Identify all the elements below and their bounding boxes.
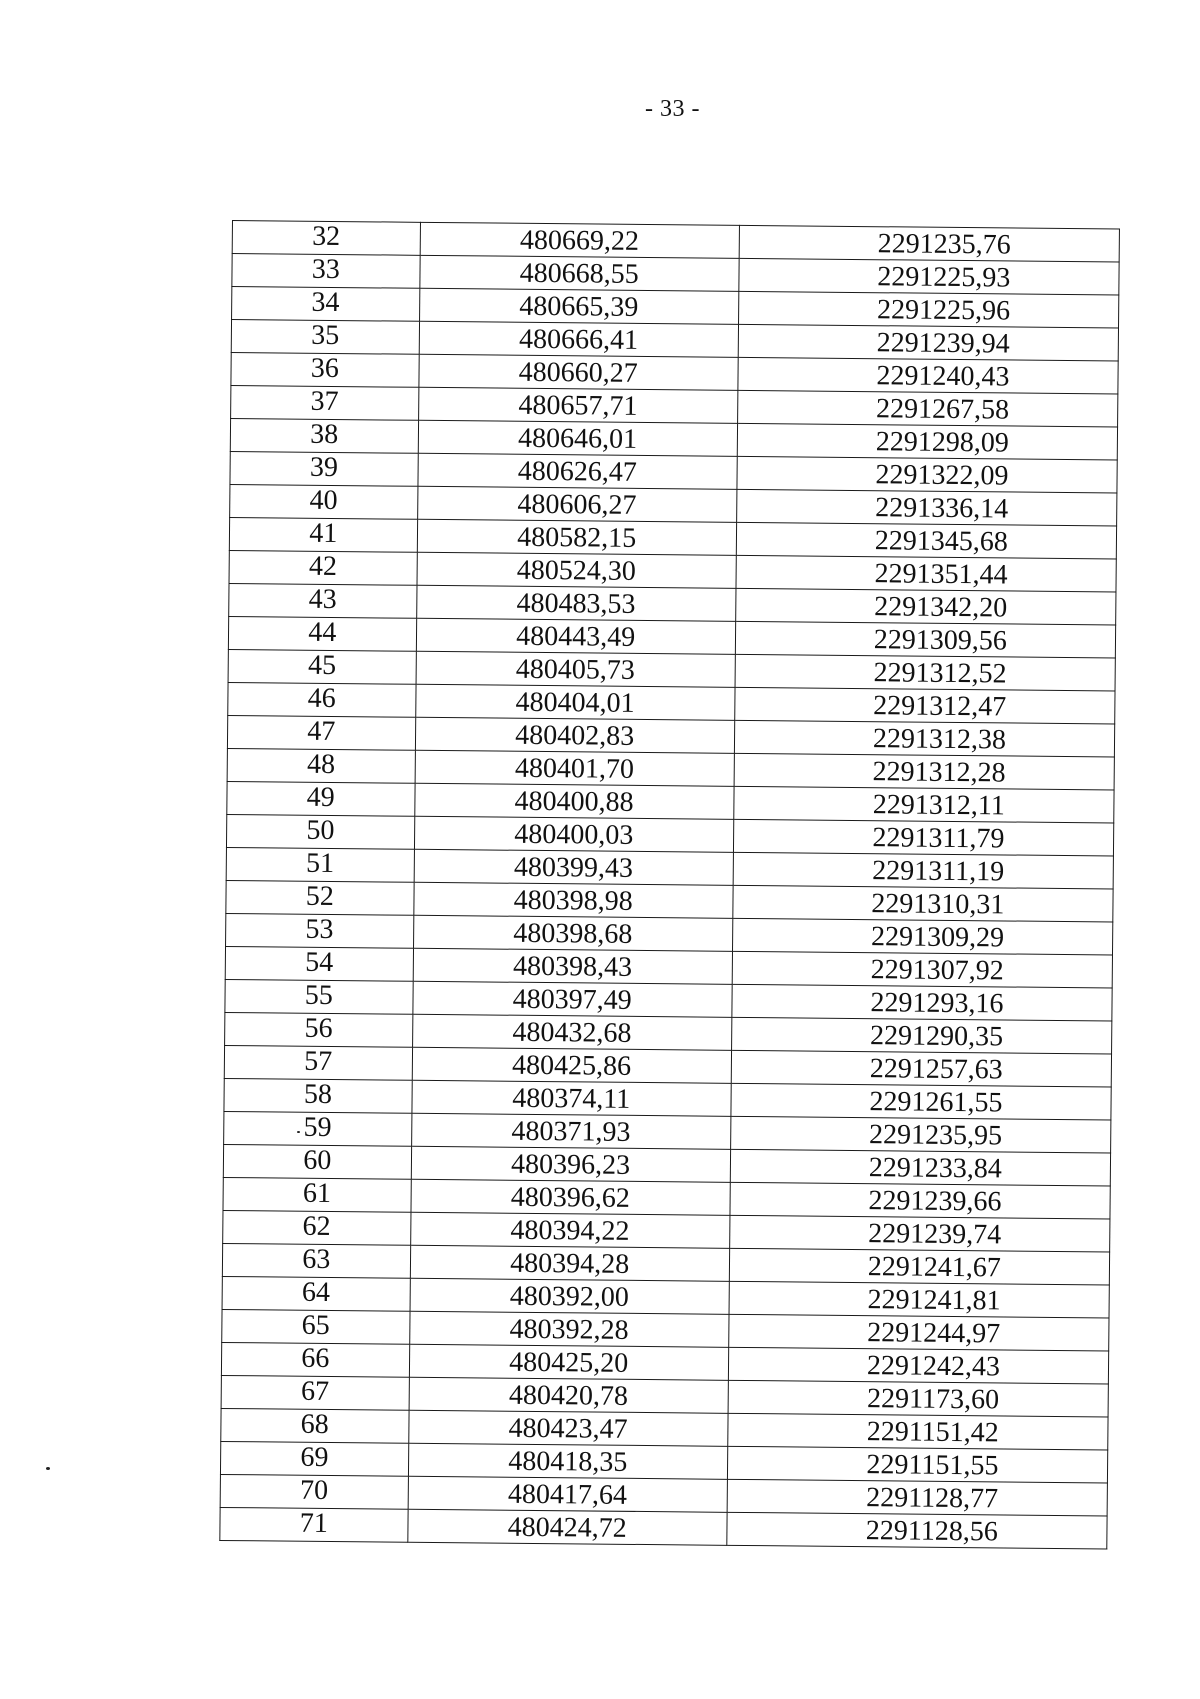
y-coordinate-cell: 2291233,84 [730, 1149, 1111, 1186]
x-coordinate-cell: 480400,88 [414, 783, 733, 819]
x-coordinate-cell: 480402,83 [415, 717, 734, 753]
y-coordinate-cell: 2291235,95 [730, 1116, 1111, 1153]
y-coordinate-cell: 2291225,96 [738, 291, 1119, 328]
x-coordinate-cell: 480668,55 [419, 255, 738, 291]
x-coordinate-cell: 480626,47 [418, 453, 737, 489]
x-coordinate-cell: 480483,53 [416, 585, 735, 621]
point-number-cell: 45 [228, 649, 416, 684]
y-coordinate-cell: 2291309,29 [732, 918, 1113, 955]
y-coordinate-cell: 2291239,74 [729, 1215, 1110, 1252]
x-coordinate-cell: 480394,22 [410, 1212, 729, 1248]
coordinates-table [219, 220, 1120, 1549]
x-coordinate-cell: 480420,78 [409, 1377, 728, 1413]
y-coordinate-cell: 2291128,56 [727, 1512, 1108, 1549]
y-coordinate-cell: 2291351,44 [736, 555, 1117, 592]
point-number-cell: 68 [221, 1408, 409, 1443]
point-number-cell: 36 [231, 352, 419, 387]
point-number-cell: 67 [221, 1375, 409, 1410]
point-number-cell: 52 [226, 880, 414, 915]
x-coordinate-cell: 480392,28 [409, 1311, 728, 1347]
x-coordinate-cell: 480371,93 [411, 1113, 730, 1149]
y-coordinate-cell: 2291241,67 [729, 1248, 1110, 1285]
point-number-cell: 70 [220, 1474, 408, 1509]
point-number-cell: 59 [224, 1111, 412, 1146]
point-number-cell: 44 [228, 616, 416, 651]
point-number-cell: 50 [226, 814, 414, 849]
x-coordinate-cell: 480400,03 [414, 816, 733, 852]
point-number-cell: 51 [226, 847, 414, 882]
x-coordinate-cell: 480398,43 [413, 948, 732, 984]
y-coordinate-cell: 2291298,09 [737, 423, 1118, 460]
y-coordinate-cell: 2291309,56 [735, 621, 1116, 658]
x-coordinate-cell: 480401,70 [415, 750, 734, 786]
y-coordinate-cell: 2291239,66 [730, 1182, 1111, 1219]
point-number-cell: 49 [227, 781, 415, 816]
x-coordinate-cell: 480417,64 [408, 1476, 727, 1512]
y-coordinate-cell: 2291336,14 [736, 489, 1117, 526]
x-coordinate-cell: 480396,62 [411, 1179, 730, 1215]
point-number-cell: 40 [230, 484, 418, 519]
scan-speck [46, 1467, 50, 1470]
point-number-cell: 60 [223, 1144, 411, 1179]
x-coordinate-cell: 480646,01 [418, 420, 737, 456]
x-coordinate-cell: 480425,86 [412, 1047, 731, 1083]
point-number-cell: 34 [232, 287, 420, 322]
y-coordinate-cell: 2291312,11 [734, 786, 1115, 823]
point-number-cell: 42 [229, 550, 417, 585]
x-coordinate-cell: 480424,72 [407, 1509, 726, 1545]
x-coordinate-cell: 480432,68 [412, 1014, 731, 1050]
y-coordinate-cell: 2291342,20 [735, 588, 1116, 625]
point-number-cell: 33 [232, 254, 420, 289]
point-number-cell: 63 [222, 1243, 410, 1278]
y-coordinate-cell: 2291267,58 [737, 390, 1118, 427]
point-number-cell: 71 [220, 1507, 408, 1542]
x-coordinate-cell: 480665,39 [419, 288, 738, 324]
y-coordinate-cell: 2291310,31 [733, 885, 1114, 922]
point-number-cell: 41 [229, 517, 417, 552]
x-coordinate-cell: 480397,49 [412, 981, 731, 1017]
x-coordinate-cell: 480582,15 [417, 519, 736, 555]
x-coordinate-cell: 480666,41 [419, 321, 738, 357]
y-coordinate-cell: 2291151,42 [728, 1413, 1109, 1450]
point-number-cell: 69 [220, 1441, 408, 1476]
point-number-cell: 62 [223, 1210, 411, 1245]
y-coordinate-cell: 2291311,19 [733, 852, 1114, 889]
page-number: - 33 - [645, 96, 700, 122]
x-coordinate-cell: 480524,30 [417, 552, 736, 588]
point-number-cell: 43 [229, 583, 417, 618]
point-number-cell: 38 [230, 418, 418, 453]
point-number-cell: 64 [222, 1276, 410, 1311]
x-coordinate-cell: 480425,20 [409, 1344, 728, 1380]
y-coordinate-cell: 2291322,09 [737, 456, 1118, 493]
x-coordinate-cell: 480404,01 [415, 684, 734, 720]
y-coordinate-cell: 2291312,52 [735, 654, 1116, 691]
y-coordinate-cell: 2291225,93 [739, 258, 1120, 295]
y-coordinate-cell: 2291312,47 [735, 687, 1116, 724]
x-coordinate-cell: 480392,00 [410, 1278, 729, 1314]
point-number-cell: 35 [231, 320, 419, 355]
point-number-cell: 48 [227, 748, 415, 783]
point-number-cell: 46 [228, 682, 416, 717]
y-coordinate-cell: 2291241,81 [729, 1281, 1110, 1318]
x-coordinate-cell: 480374,11 [412, 1080, 731, 1116]
y-coordinate-cell: 2291290,35 [731, 1017, 1112, 1054]
point-number-cell: 57 [224, 1045, 412, 1080]
point-number-cell: 32 [232, 221, 420, 256]
point-number-cell: 55 [225, 979, 413, 1014]
x-coordinate-cell: 480443,49 [416, 618, 735, 654]
point-number-cell: 58 [224, 1078, 412, 1113]
x-coordinate-cell: 480399,43 [414, 849, 733, 885]
x-coordinate-cell: 480669,22 [420, 222, 739, 258]
point-number-cell: 66 [221, 1342, 409, 1377]
y-coordinate-cell: 2291128,77 [727, 1479, 1108, 1516]
y-coordinate-cell: 2291293,16 [732, 984, 1113, 1021]
x-coordinate-cell: 480418,35 [408, 1443, 727, 1479]
y-coordinate-cell: 2291240,43 [738, 357, 1119, 394]
y-coordinate-cell: 2291312,38 [734, 720, 1115, 757]
y-coordinate-cell: 2291312,28 [734, 753, 1115, 790]
x-coordinate-cell: 480423,47 [408, 1410, 727, 1446]
point-number-cell: 61 [223, 1177, 411, 1212]
x-coordinate-cell: 480398,68 [413, 915, 732, 951]
y-coordinate-cell: 2291345,68 [736, 522, 1117, 559]
y-coordinate-cell: 2291173,60 [728, 1380, 1109, 1417]
x-coordinate-cell: 480398,98 [413, 882, 732, 918]
point-number-cell: 54 [225, 946, 413, 981]
x-coordinate-cell: 480606,27 [417, 486, 736, 522]
point-number-cell: 37 [231, 385, 419, 420]
y-coordinate-cell: 2291235,76 [739, 225, 1120, 262]
point-number-cell: 56 [225, 1012, 413, 1047]
y-coordinate-cell: 2291239,94 [738, 324, 1119, 361]
y-coordinate-cell: 2291257,63 [731, 1050, 1112, 1087]
point-number-cell: 47 [227, 715, 415, 750]
x-coordinate-cell: 480657,71 [418, 387, 737, 423]
point-number-cell: 39 [230, 451, 418, 486]
x-coordinate-cell: 480405,73 [416, 651, 735, 687]
coordinates-table-body [220, 221, 1120, 1549]
y-coordinate-cell: 2291261,55 [731, 1083, 1112, 1120]
point-number-cell: 53 [226, 913, 414, 948]
point-number-cell: 65 [222, 1309, 410, 1344]
y-coordinate-cell: 2291242,43 [728, 1347, 1109, 1384]
y-coordinate-cell: 2291307,92 [732, 951, 1113, 988]
y-coordinate-cell: 2291311,79 [733, 819, 1114, 856]
y-coordinate-cell: 2291244,97 [728, 1314, 1109, 1351]
x-coordinate-cell: 480660,27 [418, 354, 737, 390]
scan-speck [297, 1131, 300, 1133]
x-coordinate-cell: 480394,28 [410, 1245, 729, 1281]
y-coordinate-cell: 2291151,55 [727, 1446, 1108, 1483]
x-coordinate-cell: 480396,23 [411, 1146, 730, 1182]
